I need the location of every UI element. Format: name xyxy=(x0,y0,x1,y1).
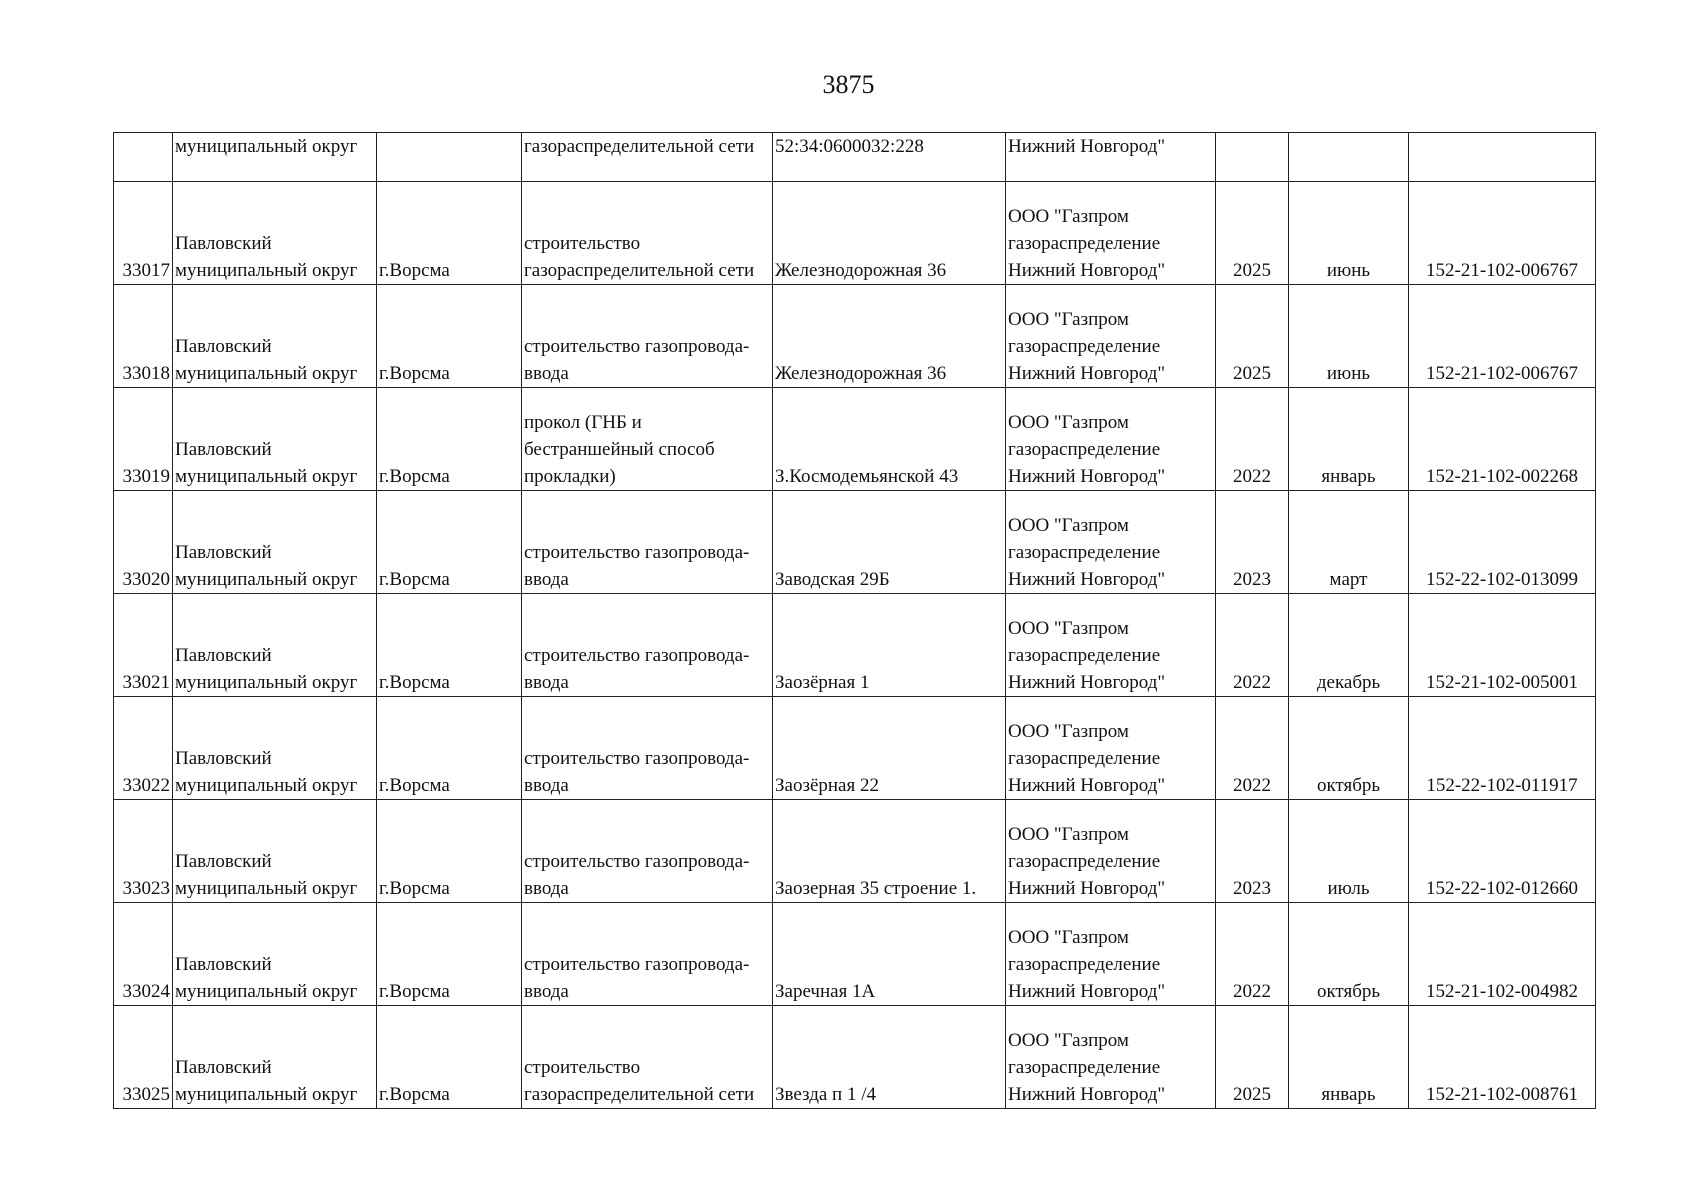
organization-cell-line: ООО "Газпром xyxy=(1008,412,1129,433)
organization-cell-line: Нижний Новгород" xyxy=(1008,981,1166,1002)
organization-cell xyxy=(1006,285,1216,388)
district-cell-line: муниципальный округ xyxy=(175,363,358,384)
record-number-cell: 33021 xyxy=(114,594,173,697)
month-cell: декабрь xyxy=(1289,594,1409,697)
locality-cell: г.Ворсма xyxy=(377,491,522,594)
organization-cell-line: газораспределение xyxy=(1008,748,1161,769)
work-type-cell-line: строительство газопровода- xyxy=(524,645,750,666)
organization-cell-line: ООО "Газпром xyxy=(1008,927,1129,948)
organization-cell-line: Нижний Новгород" xyxy=(1008,1084,1166,1105)
district-cell xyxy=(173,388,377,491)
year-cell: 2025 xyxy=(1216,1006,1289,1109)
table-row xyxy=(114,133,1596,182)
work-type-cell-line: прокладки) xyxy=(524,466,616,487)
page-number: 3875 xyxy=(822,70,875,99)
locality-cell: г.Ворсма xyxy=(377,594,522,697)
work-type-cell-line: строительство газопровода- xyxy=(524,542,750,563)
organization-cell-line: газораспределение xyxy=(1008,851,1161,872)
locality-cell: г.Ворсма xyxy=(377,182,522,285)
work-type-cell-line: строительство xyxy=(524,1057,641,1078)
organization-cell-line: газораспределение xyxy=(1008,233,1161,254)
district-cell-line: Павловский xyxy=(175,439,272,460)
district-cell-line: муниципальный округ xyxy=(175,775,358,796)
address-cell: Заозёрная 22 xyxy=(773,697,1006,800)
organization-cell-line: ООО "Газпром xyxy=(1008,1030,1129,1051)
address-cell: Железнодорожная 36 xyxy=(773,182,1006,285)
month-cell: октябрь xyxy=(1289,697,1409,800)
district-cell-line: муниципальный округ xyxy=(175,672,358,693)
locality-cell: г.Ворсма xyxy=(377,903,522,1006)
organization-cell-line: Нижний Новгород" xyxy=(1008,260,1166,281)
work-type-cell xyxy=(522,800,773,903)
organization-cell-line: ООО "Газпром xyxy=(1008,309,1129,330)
record-number-cell: 33018 xyxy=(114,285,173,388)
year-cell: 2022 xyxy=(1216,697,1289,800)
code-cell: 152-21-102-006767 xyxy=(1409,182,1596,285)
organization-cell-line: газораспределение xyxy=(1008,954,1161,975)
organization-cell-line: ООО "Газпром xyxy=(1008,618,1129,639)
work-type-cell xyxy=(522,594,773,697)
district-cell-line: муниципальный округ xyxy=(175,136,358,157)
table-body xyxy=(114,133,1596,1109)
address-cell: 52:34:0600032:228 xyxy=(773,133,1006,182)
register-table xyxy=(113,132,1596,1109)
locality-cell xyxy=(377,133,522,182)
organization-cell-line: ООО "Газпром xyxy=(1008,206,1129,227)
code-cell: 152-22-102-012660 xyxy=(1409,800,1596,903)
work-type-cell xyxy=(522,903,773,1006)
record-number-cell: 33025 xyxy=(114,1006,173,1109)
district-cell xyxy=(173,285,377,388)
organization-cell-line: газораспределение xyxy=(1008,336,1161,357)
organization-cell-line: ООО "Газпром xyxy=(1008,515,1129,536)
district-cell xyxy=(173,491,377,594)
table-row xyxy=(114,388,1596,491)
year-cell: 2022 xyxy=(1216,388,1289,491)
organization-cell xyxy=(1006,491,1216,594)
work-type-cell-line: газораспределительной сети xyxy=(524,260,755,281)
work-type-cell-line: ввода xyxy=(524,672,569,693)
address-cell: Заозерная 35 строение 1. xyxy=(773,800,1006,903)
address-cell: Заозёрная 1 xyxy=(773,594,1006,697)
organization-cell-line: Нижний Новгород" xyxy=(1008,672,1166,693)
work-type-cell-line: строительство газопровода- xyxy=(524,336,750,357)
district-cell xyxy=(173,800,377,903)
record-number-cell: 33022 xyxy=(114,697,173,800)
table-row xyxy=(114,491,1596,594)
district-cell-line: Павловский xyxy=(175,542,272,563)
district-cell-line: муниципальный округ xyxy=(175,1084,358,1105)
work-type-cell-line: строительство xyxy=(524,233,641,254)
record-number-cell: 33020 xyxy=(114,491,173,594)
organization-cell xyxy=(1006,133,1216,182)
organization-cell-line: Нижний Новгород" xyxy=(1008,363,1166,384)
district-cell xyxy=(173,1006,377,1109)
organization-cell xyxy=(1006,388,1216,491)
year-cell: 2023 xyxy=(1216,491,1289,594)
address-cell: Железнодорожная 36 xyxy=(773,285,1006,388)
district-cell-line: муниципальный округ xyxy=(175,569,358,590)
work-type-cell-line: строительство газопровода- xyxy=(524,748,750,769)
district-cell-line: муниципальный округ xyxy=(175,260,358,281)
work-type-cell-line: ввода xyxy=(524,981,569,1002)
address-cell: Заречная 1А xyxy=(773,903,1006,1006)
work-type-cell-line: газораспределительной сети xyxy=(524,136,755,157)
work-type-cell xyxy=(522,697,773,800)
year-cell: 2023 xyxy=(1216,800,1289,903)
organization-cell xyxy=(1006,800,1216,903)
month-cell: январь xyxy=(1289,388,1409,491)
organization-cell-line: Нижний Новгород" xyxy=(1008,878,1166,899)
work-type-cell xyxy=(522,388,773,491)
locality-cell: г.Ворсма xyxy=(377,800,522,903)
district-cell-line: Павловский xyxy=(175,851,272,872)
district-cell-line: Павловский xyxy=(175,336,272,357)
record-number-cell: 33019 xyxy=(114,388,173,491)
district-cell xyxy=(173,133,377,182)
organization-cell-line: газораспределение xyxy=(1008,645,1161,666)
work-type-cell-line: газораспределительной сети xyxy=(524,1084,755,1105)
work-type-cell xyxy=(522,491,773,594)
organization-cell xyxy=(1006,182,1216,285)
work-type-cell-line: строительство газопровода- xyxy=(524,851,750,872)
organization-cell xyxy=(1006,697,1216,800)
month-cell: июнь xyxy=(1289,285,1409,388)
address-cell: З.Космодемьянской 43 xyxy=(773,388,1006,491)
locality-cell: г.Ворсма xyxy=(377,285,522,388)
address-cell: Заводская 29Б xyxy=(773,491,1006,594)
record-number-cell: 33017 xyxy=(114,182,173,285)
record-number-cell: 33023 xyxy=(114,800,173,903)
work-type-cell xyxy=(522,182,773,285)
year-cell: 2025 xyxy=(1216,285,1289,388)
month-cell xyxy=(1289,133,1409,182)
district-cell-line: Павловский xyxy=(175,1057,272,1078)
organization-cell-line: ООО "Газпром xyxy=(1008,824,1129,845)
table-row xyxy=(114,1006,1596,1109)
organization-cell-line: ООО "Газпром xyxy=(1008,721,1129,742)
year-cell: 2022 xyxy=(1216,903,1289,1006)
code-cell: 152-21-102-002268 xyxy=(1409,388,1596,491)
organization-cell-line: Нижний Новгород" xyxy=(1008,775,1166,796)
work-type-cell-line: ввода xyxy=(524,878,569,899)
district-cell-line: муниципальный округ xyxy=(175,878,358,899)
month-cell: январь xyxy=(1289,1006,1409,1109)
table-row xyxy=(114,182,1596,285)
code-cell xyxy=(1409,133,1596,182)
locality-cell: г.Ворсма xyxy=(377,1006,522,1109)
work-type-cell xyxy=(522,133,773,182)
code-cell: 152-21-102-008761 xyxy=(1409,1006,1596,1109)
table-row xyxy=(114,285,1596,388)
code-cell: 152-21-102-006767 xyxy=(1409,285,1596,388)
year-cell: 2025 xyxy=(1216,182,1289,285)
district-cell-line: муниципальный округ xyxy=(175,466,358,487)
address-cell: Звезда п 1 /4 xyxy=(773,1006,1006,1109)
work-type-cell-line: ввода xyxy=(524,775,569,796)
code-cell: 152-22-102-011917 xyxy=(1409,697,1596,800)
organization-cell-line: Нижний Новгород" xyxy=(1008,466,1166,487)
district-cell xyxy=(173,594,377,697)
work-type-cell-line: прокол (ГНБ и xyxy=(524,412,642,433)
year-cell xyxy=(1216,133,1289,182)
code-cell: 152-21-102-004982 xyxy=(1409,903,1596,1006)
month-cell: март xyxy=(1289,491,1409,594)
record-number-cell: 33024 xyxy=(114,903,173,1006)
district-cell-line: муниципальный округ xyxy=(175,981,358,1002)
organization-cell-line: Нижний Новгород" xyxy=(1008,569,1166,590)
month-cell: июнь xyxy=(1289,182,1409,285)
year-cell: 2022 xyxy=(1216,594,1289,697)
locality-cell: г.Ворсма xyxy=(377,388,522,491)
organization-cell-line: Нижний Новгород" xyxy=(1008,136,1166,157)
organization-cell xyxy=(1006,594,1216,697)
work-type-cell-line: ввода xyxy=(524,569,569,590)
table-row xyxy=(114,697,1596,800)
district-cell-line: Павловский xyxy=(175,233,272,254)
district-cell-line: Павловский xyxy=(175,748,272,769)
work-type-cell xyxy=(522,285,773,388)
district-cell xyxy=(173,903,377,1006)
district-cell-line: Павловский xyxy=(175,954,272,975)
month-cell: июль xyxy=(1289,800,1409,903)
organization-cell-line: газораспределение xyxy=(1008,439,1161,460)
district-cell xyxy=(173,182,377,285)
work-type-cell-line: строительство газопровода- xyxy=(524,954,750,975)
district-cell-line: Павловский xyxy=(175,645,272,666)
code-cell: 152-21-102-005001 xyxy=(1409,594,1596,697)
table-row xyxy=(114,903,1596,1006)
locality-cell: г.Ворсма xyxy=(377,697,522,800)
organization-cell xyxy=(1006,1006,1216,1109)
month-cell: октябрь xyxy=(1289,903,1409,1006)
table-row xyxy=(114,594,1596,697)
record-number-cell xyxy=(114,133,173,182)
organization-cell-line: газораспределение xyxy=(1008,1057,1161,1078)
organization-cell xyxy=(1006,903,1216,1006)
table-row xyxy=(114,800,1596,903)
work-type-cell xyxy=(522,1006,773,1109)
organization-cell-line: газораспределение xyxy=(1008,542,1161,563)
work-type-cell-line: ввода xyxy=(524,363,569,384)
work-type-cell-line: бестраншейный способ xyxy=(524,439,715,460)
district-cell xyxy=(173,697,377,800)
code-cell: 152-22-102-013099 xyxy=(1409,491,1596,594)
